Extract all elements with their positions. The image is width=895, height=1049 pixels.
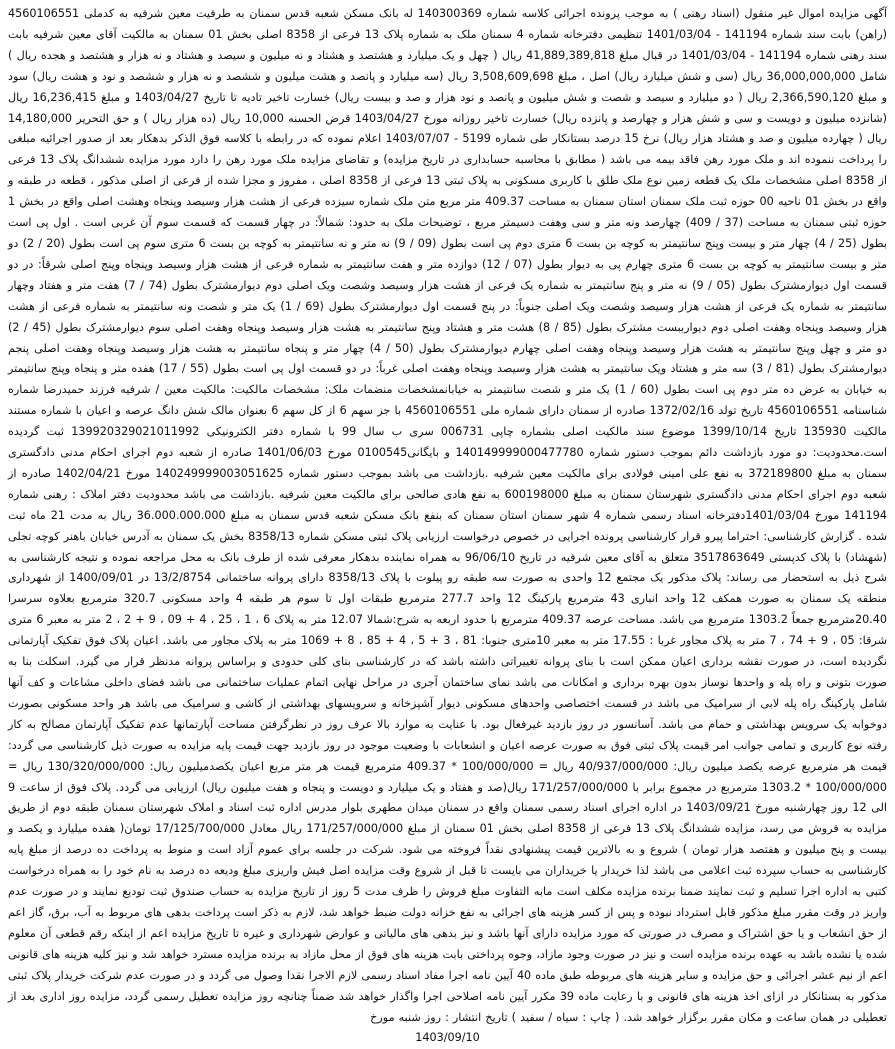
publication-date: 1403/09/10 bbox=[415, 1031, 480, 1045]
notice-body-text: آگهی مزایده اموال غیر منقول (اسناد رهنی ) به موجب پرونده اجرائی کلاسه شماره 140300369 له بانک مسکن شعبه قدس سمنان به طرفیت معین شرفیه به کدملی 4560106551 (راهن) بابت سند شماره 141194 - 1401/03/04 تنظیمی دفترخانه شماره 4 سمنان ملک به شماره پلاک 13 فرعی از 8358 اصلی بخش 01 سمنان به مالکیت آقای معین شرفیه بابت سند رهنی شماره 141194 - 1401/03/04 در قبال مبلغ 41,889,389,818 ریال ( چهل و یک میلیارد و هشتصد و هشتاد و نه میلیون و سیصد و هشتاد و نه هزار و هشتصد و هجده ریال ) شامل 36,000,000,000 ریال (سی و شش میلیارد ریال) اصل ، مبلغ 3,508,609,698 ریال (سه میلیارد و پانصد و هشت میلیون و ششصد و نه هزار و ششصد و نود و هشت ریال) سود و مبلغ 2,366,590,120 ریال ( دو میلیارد و سیصد و شصت و شش میلیون و پانصد و نود هزار و صد و بیست ریال) خسارت تاخیر تادیه تا تاریخ 1403/04/27 و مبلغ 16,236,415 ریال (شانزده میلیون و دویست و سی و شش هزار و چهارصد و پانزده ریال) خسارت تاخیر روزانه مورخ 1403/04/27 قرض الحسنه 10,000 ریال (ده هزار ریال ) و حق التحریر 14,180,000 ریال ( چهارده میلیون و صد و هشتاد هزار ریال) نرخ 15 درصد بستانکار طی شماره 5199 - 1403/07/07 اعلام نموده که در رابطه با کلاسه فوق الذکر بدهکار بعد از صدور اجرائیه مبلغی را پرداخت ننموده اند و ملک مورد رهن فاقد بیمه می باشد ( مطابق با محاسبه حسابداری در تاریخ مزایده) و تقاضای مزایده ملک مورد رهن را دارد مورد مزایده ششدانگ پلاک 13 فرعی از 8358 اصلی مشخصات ملک یک قطعه زمین نوع ملک طلق با کاربری مسکونی به پلاک ثبتی 13 فرعی از 8358 اصلی ، مفروز و مجزا شده از فرعی از اصلی مذکور ، قطعه در طبقه و واقع در بخش 01 ناحیه 00 حوزه ثبت ملک سمنان استان سمنان به مساحت 409.37 متر مربع متن ملک شماره سیزده فرعی از هشت هزار وسیصد وپنجاه وهشت اصلی واقع در بخش 1 حوزه ثبتی سمنان به مساحت (37 / 409) چهارصد ونه متر و سی وهفت دسیمتر مربع ، توضیحات ملک به حدود: شمالاً: در چهار قسمت که قسمت سوم آن غربی است . اول پی است بطول (25 / 4) چهار متر و بیست وپنج سانتیمتر به کوچه بن بست 6 متری دوم پی است بطول (09 / 9) نه متر و نه سانتیمتر به کوچه بن بست 6 متری سوم پی است بطول (20 / 2) دو متر و بیست سانتیمتر به کوچه بن بست 6 متری چهارم پی به دیوار بطول (07 / 12) دوازده متر و هفت سانتیمتر به شماره فرعی از هشت هزار وسیصد وپنجاه وپنج اصلی شرقاً: در دو قسمت اول دیوارمشترک بطول (05 / 9) نه متر و پنج سانتیمتر به شماره یک فرعی از هشت هزار وسیصد وشصت ویک اصلی دوم دیوارمشترک بطول (74 / 7) هفت متر و هفتاد وچهار سانتیمتر به شماره یک فرعی از هشت هزار وسیصد وشصت ویک اصلی جنوباً: در پنج قسمت اول دیوارمشترک بطول (69 / 1) یک متر و شصت ونه سانتیمتر به شماره فرعی از هشت هزار وسیصد وپنجاه وهفت اصلی دوم دیوارببست مشترک بطول (85 / 8) هشت متر و هشتاد وپنج سانتیمتر به هشت هزار وسیصد وپنجاه وهفت اصلی سوم دیوارمشترک بطول (45 / 2) دو متر و چهل وپنج سانتیمتر به هشت هزار وسیصد وپنجاه وهفت اصلی چهارم دیوارمشترک بطول (50 / 4) چهار متر و پنجاه سانتیمتر به هشت هزار وسیصد وپنجاه وهفت اصلی پنجم دیوارمشترک بطول (81 / 3) سه متر و هشتاد ویک سانتیمتر به هشت هزار وسیصد وپنجاه وهفت اصلی غرباً: در دو قسمت اول پی است بطول (55 / 17) هفده متر و پنجاه وپنج سانتیمتر به خیابان به عرض ده متر دوم پی است بطول (60 / 1) یک متر و شصت سانتیمتر به خیابانمشخصات منضمات ملک: مشخصات مالکیت: مالکیت معین / شرفیه فرزند حمیدرضا شماره شناسنامه 4560106551 تاریخ تولد 1372/02/16 صادره از سمنان دارای شماره ملی 4560106551 با جز سهم 6 از کل سهم 6 بعنوان مالک شش دانگ عرصه و اعیان با شماره مستند مالکیت 135930 تاریخ 1399/10/14 موضوع سند مالکیت اصلی بشماره چاپی 006731 سری ب سال 99 با شماره دفتر الکترونیکی 139920329021011992 ثبت گردیده است.محدودیت: دو مورد بازداشت دائم بموجب دستور شماره 140149999000477780 و بایگانی0100545 مورخ 1401/06/03 صادره از شعبه دوم اجرای احکام مدنی دادگستری سمنان به مبلغ 372189800 به نفع علی امینی فولادی برای مالکیت معین شرفیه .بازداشت می باشد بموجب دستور شماره 140249999003051625 مورخ 1402/04/21 صادره از شعبه دوم اجرای احکام مدنی دادگستری شهرستان سمنان به مبلغ 600198000 به نفع هادی صالحی برای مالکیت معین شرفیه .بازداشت می باشد محدودیت دفتر املاک : رهنی شماره 141194 مورخ 1401/03/04دفترخانه اسناد رسمی شماره 4 شهر سمنان استان سمنان که بنفع بانک مسکن شعبه قدس سمنان به مبلغ 36.000.000.000 ریال به مدت 21 ماه ثبت شده . گزارش کارشناسی: احتراما پیرو قرار کارشناسی پرونده اجرایی در خصوص درخواست ارزیابی پلاک ثبتی مسکن شماره 8358/13 بخش یک سمنان به آدرس خیابان باهنر کوچه تجلی (شهشاد) با پلاک کدپستی 3517863649 متعلق به آقای معین شرفیه در تاریخ 96/06/10 به همراه نماینده بدهکار معرفی شده از طرف بانک به محل مراجعه نموده و نتیجه کارشناسی به شرح ذیل به استحضار می رساند: پلاک مذکور یک مجتمع 12 واحدی به صورت سه طبقه رو پیلوت با پلاک 8358/13 دارای پروانه ساختمانی 13/2/8754 در 1400/09/01 از شهرداری منطقه یک سمنان به صورت همکف 12 واحد انباری 43 مترمربع پارکینگ 12 واحد 277.7 مترمربع طبقات اول تا سوم هر طبقه 4 واحد مسکونی 320.7 مترمربع بعلاوه سرسرا 20.40مترمربع جمعاً 1303.2 مترمربع می باشد. مساحت عرصه 409.37 مترمربع با حدود اربعه به شرح:شمالا 12.07 متر به پلاک 6 ، 1 ، 25 ، 4 + 09 ، 9 + 2 ، 2 متر به معبر 6 متری شرقا: 05 ، 9 + 74 ، 7 متر به پلاک مجاور غربا : 17.55 متر به معبر 10متری جنوبا: 81 ، 3 + 5 ، 4 + 85 ، 8 + 1069 متر به پلاک مجاور می باشد. اعیان پلاک فوق تفکیک آپارتمانی نگردیده است، در صورت نقشه برداری اعیان ممکن است با بنای پروانه تغییراتی داشته باشد که در کارشناسی بنای کلی حدودی و براساس پروانه مدنظر قرار می گیرد. اسکلت بنا به صورت بتونی و راه پله و واحدها نوساز بدون بهره برداری و امکانات می باشد نمای ساختمان آجری در مراحل نهایی اتمام عملیات ساختمانی می باشد فضای داخلی مشاعات و کف آنها شامل پارکینگ راه پله لابی از سرامیک می باشد در قسمت اختصاصی واحدهای مسکونی دیوار آشپزخانه و سرویسهای بهداشتی از کاشی و سرامیک می باشد هر واحد مسکونی بصورت دوخوابه یک سرویس بهداشتی و حمام می باشد. آسانسور در روز بازدید غیرفعال بود. با عنایت به موارد بالا عرف روز در نظرگرفتن مساحت آپارتمانها عدم تفکیک آپارتمان مصالح به کار رفته نوع کاربری و تمامی جوانب امر قیمت پلاک ثبتی فوق به صورت عرصه اعیان و انشعابات با وضعیت موجود در روز بازدید جهت قیمت پایه مزایده به صورت ذیل کارشناسی می گردد: قیمت هر مترمربع عرصه یکصد میلیون ریال: 40/937/000/000 ریال = 100/000/000 * 409.37 مترمربع قیمت هر متر مربع اعیان یکصدمیلیون ریال: 130/320/000/000 ریال = 100/000/000 * 1303.2 مترمربع در مجموع برابر با 171/257/000/000 ریال(صد و هفتاد و یک میلیارد و دویست و پنجاه و هفت میلیون ریال) ارزیابی می گردد. پلاک فوق از ساعت 9 الی 12 روز چهارشنبه مورخ 1403/09/21 در اداره اجرای اسناد رسمی سمنان واقع در سمنان میدان مطهری بلوار مدرس اداره ثبت اسناد و املاک شهرستان سمنان طبقه دوم از طریق مزایده به فروش می رسد، مزایده ششدانگ پلاک 13 فرعی از 8358 اصلی بخش 01 سمنان از مبلغ 171/257/000/000 ریال معادل 17/125/700/000 تومان( هفده میلیارد و یکصد و بیست و پنج میلیون و هفتصد هزار تومان ) شروع و به بالاترین قیمت پیشنهادی نقداً فروخته می شود. شرکت در جلسه برای عموم آزاد است و منوط به پرداخت ده درصد از مبلغ پایه کارشناسی به حساب سپرده ثبت اعلامی می باشد لذا خریدار یا خریداران می بایست تا قبل از شروع وقت مزایده اصل فیش واریزی مبلغ ودیعه ده درصد به نام خود را به همراه درخواست کتبی به اداره اجرا تسلیم و ثبت نمایند ضمنا برنده مزایده مکلف است مابه التفاوت مبلغ فروش را ظرف مدت 5 روز از تاریخ مزایده به حساب صندوق ثبت تودیع نمایند و در صورت عدم واریز در وقت مقرر مبلغ مذکور قابل استرداد نبوده و پس از کسر هزینه های اجرائی به نفع خزانه دولت ضبط خواهد شد، لازم به ذکر است پرداخت بدهی های مربوط به آب، برق، گاز اعم از حق انشعاب و یا حق اشتراک و مصرف در صورتی که مورد مزایده دارای آنها باشد و نیز بدهی های مالیاتی و عوارض شهرداری و غیره تا تاریخ مزایده اعم از اینکه رقم قطعی آن معلوم شده یا نشده باشد به عهده برنده مزایده است و نیز در صورت وجود مازاد، وجوه پرداختی بابت هزینه های فوق از محل مازاد به برنده مزایده مسترد خواهد شد و نیز کلیه هزینه های قانونی اعم از نیم عشر اجرائی و حق مزایده و سایر هزینه های مربوطه طبق ماده 40 آیین نامه اجرا مفاد اسناد رسمی لازم الاجرا نقدا وصول می گردد و در صورت عدم شرکت خریدار پلاک ثبتی مذکور به بستانکار در ازای اخذ هزینه های قانونی و با رعایت ماده 39 مکرر آیین نامه اصلاحی اجرا واگذار خواهد شد ضمناً چنانچه روز مزایده تعطیل رسمی گردد، مزایده روز اداری بعد از تعطیلی در همان ساعت و مکان مقرر برگزار خواهد شد. ( چاپ : سیاه / سفید ) تاریخ انتشار : روز شنبه مورخ bbox=[8, 7, 888, 1024]
